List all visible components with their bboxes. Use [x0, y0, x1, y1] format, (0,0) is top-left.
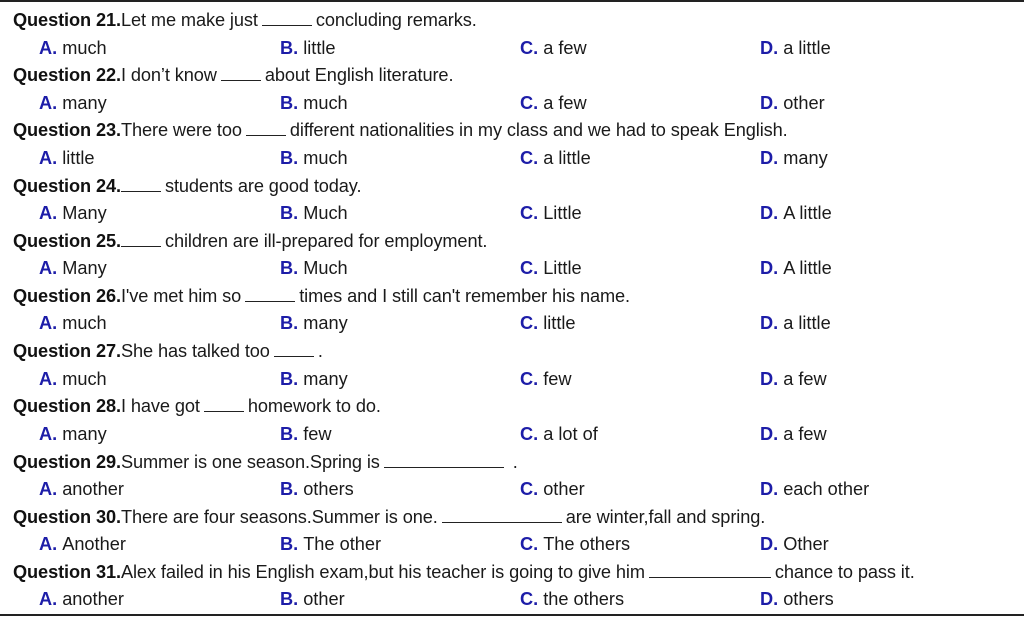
- question-stem: [13, 449, 518, 476]
- option-b: [280, 531, 381, 558]
- question-block: [13, 117, 1023, 172]
- option-d: [760, 310, 831, 337]
- option-d: [760, 145, 828, 172]
- question-text-after: .: [507, 451, 518, 472]
- option-text: a few: [783, 423, 827, 444]
- option-letter: A.: [39, 92, 58, 113]
- option-letter: A.: [39, 368, 58, 389]
- question-block: [13, 283, 1023, 338]
- question-number: Question 23.: [13, 120, 121, 141]
- option-letter: C.: [520, 147, 539, 168]
- question-stem: [13, 504, 765, 531]
- question-stem: [13, 62, 453, 89]
- option-d: [760, 255, 832, 282]
- answer-blank: [442, 504, 562, 523]
- option-c: [520, 145, 591, 172]
- option-d: [760, 35, 831, 62]
- option-c: [520, 586, 624, 613]
- question-text-before: There were too: [120, 120, 242, 141]
- option-letter: D.: [760, 92, 779, 113]
- question-text-after: students are good today.: [164, 175, 362, 196]
- option-letter: B.: [280, 92, 299, 113]
- question-text-after: different nationalities in my class and we had to speak English.: [289, 120, 788, 141]
- option-text: the others: [543, 589, 625, 610]
- option-a: [39, 90, 107, 117]
- question-stem: [13, 283, 630, 310]
- question-block: [13, 228, 1023, 283]
- option-text: many: [783, 147, 828, 168]
- option-text: a few: [543, 92, 587, 113]
- option-d: [760, 90, 825, 117]
- option-letter: D.: [760, 258, 779, 279]
- option-text: Much: [303, 258, 348, 279]
- answer-blank: [245, 283, 295, 302]
- answer-options: [13, 90, 1023, 117]
- question-stem: [13, 117, 788, 144]
- question-stem: [13, 7, 477, 34]
- question-block: [13, 393, 1023, 448]
- question-number: Question 29.: [13, 451, 121, 472]
- question-number: Question 27.: [13, 341, 121, 362]
- option-letter: A.: [39, 313, 58, 334]
- option-c: [520, 531, 630, 558]
- option-letter: B.: [280, 423, 299, 444]
- question-text-before: There are four seasons.Summer is one.: [120, 506, 438, 527]
- option-letter: C.: [520, 534, 539, 555]
- option-b: [280, 586, 345, 613]
- option-text: Much: [303, 203, 348, 224]
- option-text: few: [543, 368, 572, 389]
- option-d: [760, 476, 869, 503]
- option-text: much: [62, 313, 107, 334]
- option-letter: B.: [280, 479, 299, 499]
- option-letter: D.: [760, 534, 779, 555]
- option-d: [760, 421, 827, 448]
- answer-blank: [121, 173, 161, 192]
- option-letter: D.: [760, 37, 779, 58]
- option-text: Many: [62, 258, 107, 279]
- option-d: [760, 531, 829, 558]
- option-text: another: [62, 479, 124, 499]
- option-text: a little: [783, 37, 831, 58]
- option-c: [520, 35, 587, 62]
- option-letter: B.: [280, 534, 299, 555]
- question-stem: [13, 173, 361, 200]
- answer-blank: [246, 117, 286, 136]
- option-text: other: [543, 479, 585, 499]
- option-text: a little: [543, 147, 591, 168]
- option-text: many: [303, 368, 348, 389]
- option-text: little: [543, 313, 576, 334]
- option-text: other: [783, 92, 825, 113]
- answer-options: [13, 255, 1023, 282]
- option-letter: C.: [520, 313, 539, 334]
- question-text-after: chance to pass it.: [774, 561, 915, 582]
- option-a: [39, 145, 95, 172]
- question-block: [13, 504, 1023, 559]
- option-letter: B.: [280, 37, 299, 58]
- question-text-after: .: [317, 341, 323, 362]
- option-letter: C.: [520, 423, 539, 444]
- option-text: others: [783, 589, 834, 610]
- option-letter: B.: [280, 313, 299, 334]
- question-number: Question 22.: [13, 65, 121, 86]
- option-c: [520, 200, 582, 227]
- option-text: a lot of: [543, 423, 598, 444]
- bottom-border-rule: [0, 614, 1024, 616]
- option-text: other: [303, 589, 345, 610]
- option-text: Another: [62, 534, 126, 555]
- question-stem: [13, 393, 381, 420]
- option-letter: B.: [280, 147, 299, 168]
- answer-blank: [221, 62, 261, 81]
- top-border-rule: [0, 0, 1024, 2]
- question-number: Question 24.: [13, 175, 121, 196]
- answer-blank: [121, 228, 161, 247]
- answer-options: [13, 476, 1023, 503]
- option-a: [39, 35, 107, 62]
- option-a: [39, 310, 107, 337]
- option-letter: C.: [520, 258, 539, 279]
- option-b: [280, 421, 332, 448]
- question-block: [13, 173, 1023, 228]
- option-letter: C.: [520, 368, 539, 389]
- option-text: little: [62, 147, 95, 168]
- option-a: [39, 366, 107, 393]
- option-letter: A.: [39, 258, 58, 279]
- option-letter: B.: [280, 203, 299, 224]
- question-number: Question 30.: [13, 506, 121, 527]
- question-text-before: I've met him so: [120, 285, 242, 306]
- option-c: [520, 90, 587, 117]
- question-block: [13, 559, 1023, 614]
- option-text: much: [62, 37, 107, 58]
- question-block: [13, 62, 1023, 117]
- option-letter: C.: [520, 203, 539, 224]
- question-text-before: Let me make just: [120, 10, 258, 30]
- option-text: The others: [543, 534, 631, 555]
- option-c: [520, 366, 572, 393]
- option-letter: B.: [280, 368, 299, 389]
- answer-options: [13, 145, 1023, 172]
- option-letter: A.: [39, 37, 58, 58]
- option-letter: C.: [520, 37, 539, 58]
- option-text: much: [62, 368, 107, 389]
- answer-options: [13, 421, 1023, 448]
- question-stem: [13, 228, 487, 255]
- option-letter: A.: [39, 423, 58, 444]
- option-letter: C.: [520, 479, 539, 499]
- option-text: Little: [543, 203, 582, 224]
- option-c: [520, 310, 576, 337]
- option-c: [520, 421, 598, 448]
- option-letter: B.: [280, 258, 299, 279]
- question-block: [13, 449, 1023, 504]
- question-text-before: She has talked too: [120, 341, 270, 362]
- option-text: a little: [783, 313, 831, 334]
- question-text-after: are winter,fall and spring.: [565, 506, 766, 527]
- option-text: another: [62, 589, 124, 610]
- option-a: [39, 531, 126, 558]
- question-text-after: concluding remarks.: [315, 10, 477, 30]
- option-a: [39, 421, 107, 448]
- question-text-before: Summer is one season.Spring is: [120, 451, 380, 472]
- option-c: [520, 255, 582, 282]
- quiz-sheet: [13, 7, 1023, 614]
- option-text: a few: [543, 37, 587, 58]
- option-b: [280, 255, 348, 282]
- option-c: [520, 476, 585, 503]
- option-letter: D.: [760, 203, 779, 224]
- option-text: A little: [783, 258, 832, 279]
- option-a: [39, 255, 107, 282]
- option-letter: A.: [39, 534, 58, 555]
- option-letter: A.: [39, 479, 58, 499]
- question-text-before: I have got: [120, 396, 200, 417]
- option-letter: A.: [39, 589, 58, 610]
- option-letter: D.: [760, 479, 779, 499]
- option-letter: D.: [760, 313, 779, 334]
- option-letter: D.: [760, 368, 779, 389]
- question-number: Question 25.: [13, 230, 121, 251]
- answer-options: [13, 200, 1023, 227]
- option-a: [39, 476, 124, 503]
- question-text-after: about English literature.: [264, 65, 454, 86]
- option-text: A little: [783, 203, 832, 224]
- option-text: The other: [303, 534, 382, 555]
- question-number: Question 28.: [13, 396, 121, 417]
- answer-options: [13, 586, 1023, 613]
- option-text: Other: [783, 534, 829, 555]
- option-text: each other: [783, 479, 870, 499]
- question-number: Question 21.: [13, 10, 121, 30]
- option-b: [280, 35, 336, 62]
- answer-blank: [384, 449, 504, 468]
- option-d: [760, 366, 827, 393]
- option-text: little: [303, 37, 336, 58]
- option-d: [760, 586, 834, 613]
- question-text-before: I don’t know: [120, 65, 217, 86]
- question-stem: [13, 559, 915, 586]
- option-text: much: [303, 147, 348, 168]
- question-text-after: homework to do.: [247, 396, 381, 417]
- option-b: [280, 366, 348, 393]
- option-letter: D.: [760, 589, 779, 610]
- answer-blank: [274, 338, 314, 357]
- answer-options: [13, 310, 1023, 337]
- option-d: [760, 200, 832, 227]
- question-text-after: children are ill-prepared for employment.: [164, 230, 488, 251]
- option-letter: B.: [280, 589, 299, 610]
- answer-options: [13, 531, 1023, 558]
- option-letter: A.: [39, 203, 58, 224]
- answer-options: [13, 35, 1023, 62]
- option-b: [280, 476, 354, 503]
- option-letter: D.: [760, 423, 779, 444]
- option-text: others: [303, 479, 354, 499]
- option-text: many: [303, 313, 348, 334]
- option-a: [39, 200, 107, 227]
- option-text: few: [303, 423, 332, 444]
- option-b: [280, 90, 348, 117]
- option-text: Little: [543, 258, 582, 279]
- answer-blank: [649, 559, 771, 578]
- option-letter: C.: [520, 589, 539, 610]
- question-block: [13, 7, 1023, 62]
- question-block: [13, 338, 1023, 393]
- option-text: a few: [783, 368, 827, 389]
- option-b: [280, 310, 348, 337]
- option-letter: A.: [39, 147, 58, 168]
- option-text: many: [62, 423, 107, 444]
- question-text-before: Alex failed in his English exam,but his teacher is going to give him: [120, 561, 645, 582]
- option-letter: C.: [520, 92, 539, 113]
- option-text: Many: [62, 203, 107, 224]
- option-b: [280, 145, 348, 172]
- question-number: Question 31.: [13, 561, 121, 582]
- option-text: much: [303, 92, 348, 113]
- question-stem: [13, 338, 323, 365]
- answer-blank: [204, 393, 244, 412]
- option-letter: D.: [760, 147, 779, 168]
- option-text: many: [62, 92, 107, 113]
- question-number: Question 26.: [13, 285, 121, 306]
- answer-options: [13, 366, 1023, 393]
- answer-blank: [262, 7, 312, 26]
- option-b: [280, 200, 348, 227]
- question-text-after: times and I still can't remember his name.: [299, 285, 631, 306]
- option-a: [39, 586, 124, 613]
